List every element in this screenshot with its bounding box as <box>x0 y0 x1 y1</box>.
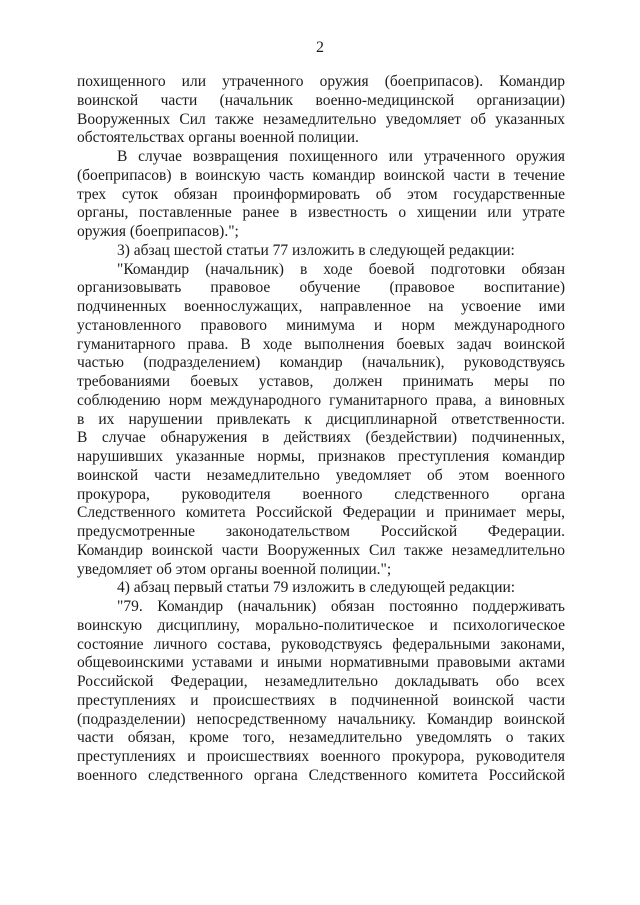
document-body <box>77 73 565 786</box>
text-line: части обязан, кроме того, незамедлительно уведомлять о таких <box>77 729 565 747</box>
text-line: обстоятельствах органы военной полиции. <box>77 129 359 147</box>
text-line: подчиненных военнослужащих, направленное на усвоение ими <box>77 298 565 315</box>
text-line: воинской части (начальник военно-медицинской организации) <box>77 91 565 109</box>
text-line: (боеприпасов) в воинскую часть командир воинской части в течение <box>77 166 565 184</box>
text-line: "79. Командир (начальник) обязан постоянно поддерживать <box>117 598 565 615</box>
text-line: воинской части незамедлительно уведомляет об этом военного <box>77 466 565 484</box>
text-line: соблюдению норм международного гуманитарного права, а виновных <box>77 391 565 409</box>
text-line: В случае обнаружения в действиях (бездействии) подчиненных, <box>77 429 565 447</box>
text-line: похищенного или утраченного оружия (боеприпасов). Командир <box>77 73 565 90</box>
text-line: общевоинскими уставами и иными нормативными правовыми актами <box>77 654 565 672</box>
text-line: Следственного комитета Российской Федерации и принимает меры, <box>77 504 565 522</box>
page-number: 2 <box>316 39 324 56</box>
text-line: установленного правового минимума и норм международного <box>77 316 565 334</box>
text-line: трех суток обязан проинформировать об этом государственные <box>77 185 565 203</box>
text-line: состояние личного состава, руководствуясь федеральными законами, <box>77 635 565 653</box>
text-line: 3) абзац шестой статьи 77 изложить в следующей редакции: <box>117 241 515 259</box>
text-line: "Командир (начальник) в ходе боевой подготовки обязан <box>117 260 565 278</box>
text-line: военного следственного органа Следственного комитета Российской <box>77 766 565 784</box>
text-line: оружия (боеприпасов)."; <box>77 223 239 240</box>
text-line: в их нарушении привлекать к дисциплинарной ответственности. <box>77 410 565 428</box>
text-line: организовывать правовое обучение (правовое воспитание) <box>77 279 565 297</box>
text-line: предусмотренные законодательством Российской Федерации. <box>77 523 565 540</box>
text-line: Российской Федерации, незамедлительно докладывать обо всех <box>77 673 565 690</box>
text-line: В случае возвращения похищенного или утраченного оружия <box>117 148 565 165</box>
text-line: органы, поставленные ранее в известность о хищении или утрате <box>77 204 565 222</box>
text-line: преступлениях и происшествиях в подчиненной воинской части <box>77 691 565 709</box>
text-line: частью (подразделением) командир (начальник), руководствуясь <box>77 354 565 372</box>
text-line: 4) абзац первый статьи 79 изложить в следующей редакции: <box>117 579 516 597</box>
text-line: Вооруженных Сил также незамедлительно уведомляет об указанных <box>77 110 565 128</box>
text-line: нарушивших указанные нормы, признаков преступления командир <box>77 448 565 465</box>
text-line: (подразделении) непосредственному начальнику. Командир воинской <box>77 710 565 728</box>
text-line: гуманитарного права. В ходе выполнения боевых задач воинской <box>77 335 565 353</box>
text-line: воинскую дисциплину, морально-политическое и психологическое <box>77 616 565 634</box>
text-line: уведомляет об этом органы военной полиции."; <box>77 560 392 578</box>
text-line: преступлениях и происшествиях военного прокурора, руководителя <box>77 748 565 765</box>
text-line: прокурора, руководителя военного следственного органа <box>77 485 565 503</box>
text-line: требованиями боевых уставов, должен принимать меры по <box>77 373 565 390</box>
text-line: Командир воинской части Вооруженных Сил также незамедлительно <box>77 541 565 559</box>
